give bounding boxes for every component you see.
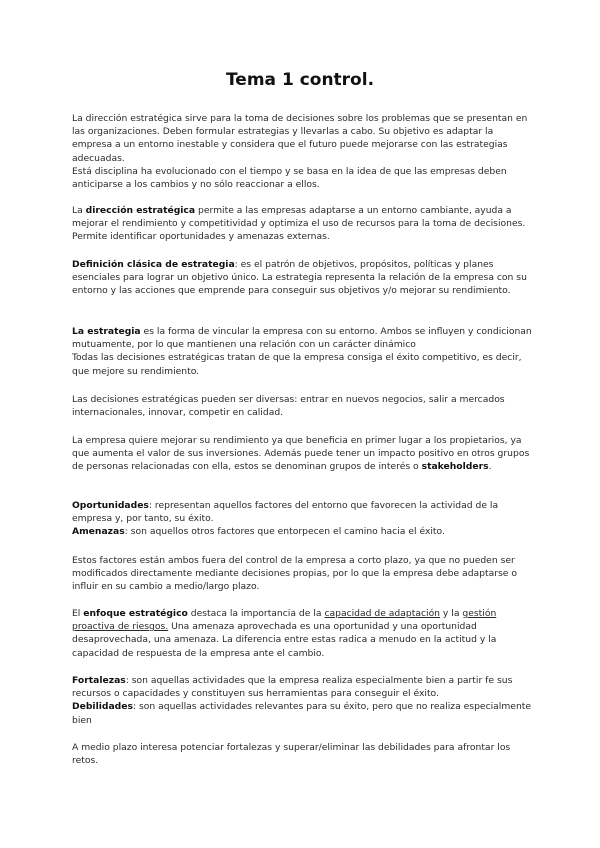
paragraph-decisiones: Las decisiones estratégicas pueden ser diversas: entrar en nuevos negocios, salir a mercados internacionales, innovar, competir en calidad. [72, 394, 505, 419]
term-fortalezas: Fortalezas [72, 675, 126, 686]
term-amenazas: Amenazas [72, 526, 125, 538]
intro-text: La dirección estratégica sirve para la toma de decisiones sobre los problemas que se presentan en las organizaciones. Deben formular estrategias y llevarlas a cabo. Su objetivo es adaptar la empresa a un entorno inestable y considera que el futuro puede mejorarse con las estrategias adecuadas. [72, 113, 528, 164]
term-la-estrategia: La estrategia [72, 326, 141, 337]
paragraph-stakeholders: La empresa quiere mejorar su rendimiento ya que beneficia en primer lugar a los propietarios, ya que aumenta el valor de sus inversiones. Además puede tener un impacto positivo en otros grupos de personas relacionadas con ella, estos se denominan grupos de interés o stakeholders. [72, 435, 530, 473]
paragraph-la-estrategia: La estrategia es la forma de vincular la empresa con su entorno. Ambos se influyen y condicionan mutuamente, por lo que mantienen una relación con un carácter dinámico Todas las decisiones estratégicas tratan de que la empresa consiga el éxito competitivo, es decir, que mejore su rendimiento. [72, 326, 532, 377]
paragraph-conclusion: A medio plazo interesa potenciar fortalezas y superar/eliminar las debilidades para afrontar los retos. [72, 742, 511, 767]
paragraph-definicion: Definición clásica de estrategia: es el patrón de objetivos, propósitos, políticas y planes esenciales para lograr un objetivo único. La estrategia representa la relación de la empresa con su entorno y las acciones que emprende para conseguir sus objetivos y/o mejorar su rendimiento. [72, 259, 527, 297]
paragraph-fortalezas-debilidades: Fortalezas: son aquellas actividades que la empresa realiza especialmente bien a partir fe sus recursos o capacidades y constituyen sus herramientas para conseguir el éxito. Debilidades: son aquellas actividades relevantes para su éxito, pero que no realiza especialmente bien [72, 675, 532, 726]
paragraph-factores: Estos factores están ambos fuera del control de la empresa a corto plazo, ya que no pueden ser modificados directamente mediante decisiones propias, por lo que la empresa debe adaptarse o influir en su cambio a medio/largo plazo. [72, 555, 517, 593]
document-title: Tema 1 control. [225, 70, 375, 90]
paragraph-enfoque: El enfoque estratégico destaca la importancia de la capacidad de adaptación y la gestión proactiva de riesgos. Una amenaza aprovechada es una oportunidad y una oportunidad desaprovechada, una amenaza. La diferencia entre estas radica a menudo en la actitud y la capacidad de respuesta de la empresa ante el cambio. [72, 608, 497, 659]
paragraph-intro [72, 112, 534, 191]
paragraph-oportunidades-amenazas: Oportunidades: representan aquellos factores del entorno que favorecen la actividad de la empresa y, por tanto, su éxito. Amenazas: son aquellos otros factores que entorpecen el camino hacia el éxito. [72, 500, 499, 538]
paragraph-direccion: La dirección estratégica permite a las empresas adaptarse a un entorno cambiante, ayuda a mejorar el rendimiento y competitividad y optimiza el uso de recursos para la toma de decisiones. Permite identificar oportunidades y amenazas externas. [72, 205, 526, 243]
underlined-gestion-proactiva: gestión proactiva de riesgos. [72, 608, 497, 633]
term-oportunidades: Oportunidades [72, 500, 149, 511]
term-definicion-clasica: Definición clásica de estrategia [72, 259, 235, 270]
underlined-capacidad-adaptacion: capacidad de adaptación [324, 608, 441, 619]
term-debilidades: Debilidades [72, 701, 133, 713]
intro-text-2: Está disciplina ha evolucionado con el tiempo y se basa en la idea de que las empresas deben anticiparse a los cambios y no sólo reaccionar a ellos. [72, 165, 507, 191]
term-enfoque-estrategico: enfoque estratégico [83, 608, 188, 619]
term-direccion-estrategica: dirección estratégica [85, 205, 196, 216]
term-stakeholders: stakeholders [421, 461, 489, 473]
